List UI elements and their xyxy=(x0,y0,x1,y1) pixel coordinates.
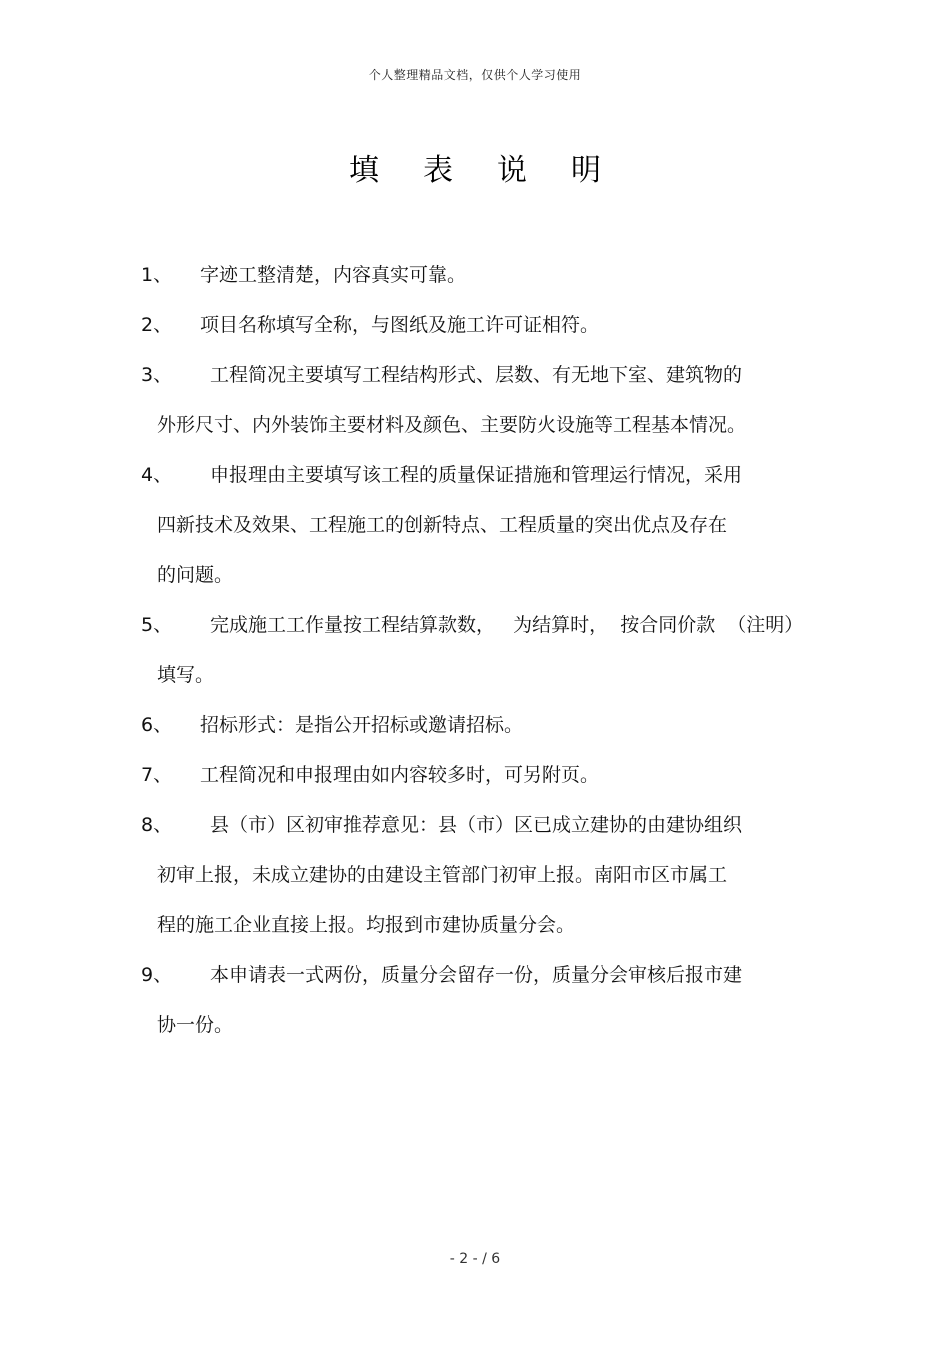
item-text: 本申请表一式两份，质量分会留存一份，质量分会审核后报市建 xyxy=(210,964,743,986)
item-number: 1、 xyxy=(141,264,173,286)
item-text: 完成施工工作量按工程结算款数， 为结算时， 按合同价款 （注明） xyxy=(210,614,804,636)
item-number: 8、 xyxy=(141,814,173,836)
list-item xyxy=(0,800,950,850)
page-number: - 2 - / 6 xyxy=(449,1251,501,1267)
list-item xyxy=(0,250,950,300)
item-text: 填写。 xyxy=(157,664,215,686)
page-title: 填表说明 xyxy=(349,153,645,188)
list-item xyxy=(0,950,950,1000)
list-item xyxy=(0,350,950,400)
item-text: 程的施工企业直接上报。均报到市建协质量分会。 xyxy=(157,914,576,936)
item-number: 7、 xyxy=(141,764,173,786)
item-text: 招标形式：是指公开招标或邀请招标。 xyxy=(200,714,524,736)
page-header: 个人整理精品文档，仅供个人学习使用 xyxy=(368,68,582,82)
item-text: 申报理由主要填写该工程的质量保证措施和管理运行情况，采用 xyxy=(210,464,743,486)
item-text: 项目名称填写全称，与图纸及施工许可证相符。 xyxy=(200,314,600,336)
item-text: 初审上报，未成立建协的由建设主管部门初审上报。南阳市区市属工 xyxy=(157,864,728,886)
list-item xyxy=(0,600,950,650)
item-text: 县（市）区初审推荐意见：县（市）区已成立建协的由建协组织 xyxy=(210,814,743,836)
item-number: 2、 xyxy=(141,314,173,336)
item-number: 9、 xyxy=(141,964,173,986)
list-item xyxy=(0,450,950,500)
list-item-continuation xyxy=(0,650,950,700)
item-text: 工程简况主要填写工程结构形式、层数、有无地下室、建筑物的 xyxy=(210,364,743,386)
list-item-continuation xyxy=(0,1000,950,1050)
list-item-continuation xyxy=(0,900,950,950)
item-number: 3、 xyxy=(141,364,173,386)
list-item-continuation xyxy=(0,400,950,450)
list-item xyxy=(0,750,950,800)
list-item xyxy=(0,300,950,350)
item-number: 5、 xyxy=(141,614,173,636)
item-text: 字迹工整清楚，内容真实可靠。 xyxy=(200,264,467,286)
item-number: 4、 xyxy=(141,464,173,486)
item-text: 工程简况和申报理由如内容较多时，可另附页。 xyxy=(200,764,600,786)
list-item-continuation xyxy=(0,850,950,900)
item-text: 外形尺寸、内外装饰主要材料及颜色、主要防火设施等工程基本情况。 xyxy=(157,414,747,436)
item-text: 四新技术及效果、工程施工的创新特点、工程质量的突出优点及存在 xyxy=(157,514,728,536)
instruction-list xyxy=(0,250,950,1050)
list-item-continuation xyxy=(0,500,950,550)
item-text: 协一份。 xyxy=(157,1014,234,1036)
list-item xyxy=(0,700,950,750)
item-number: 6、 xyxy=(141,714,173,736)
item-text: 的问题。 xyxy=(157,564,234,586)
list-item-continuation xyxy=(0,550,950,600)
